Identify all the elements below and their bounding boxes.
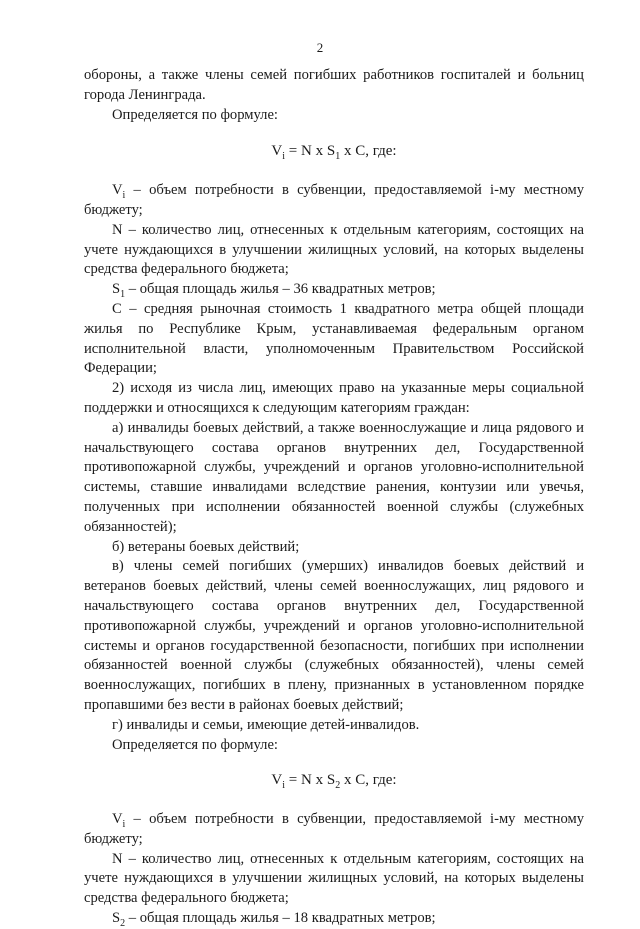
formula bbox=[84, 142, 584, 162]
paragraph: б) ветераны боевых действий; bbox=[112, 538, 300, 555]
paragraph: Определяется по формуле: bbox=[112, 736, 278, 753]
formula-s-sub: 1 bbox=[335, 151, 341, 163]
symbol-sub: i bbox=[122, 819, 126, 830]
definition-v bbox=[84, 810, 584, 850]
document-body bbox=[84, 66, 584, 929]
formula-mid: = N x S bbox=[285, 772, 336, 789]
definition-text: – объем потребности в субвенции, предоставляемой i-му местному бюджету; bbox=[84, 182, 584, 218]
page-number: 2 bbox=[316, 40, 324, 55]
symbol-sub: i bbox=[122, 190, 126, 202]
formula-mid: = N x S bbox=[285, 143, 336, 160]
formula-lhs: V bbox=[271, 772, 283, 789]
paragraph: обороны, а также члены семей погибших работников госпиталей и больниц города Ленинграда. bbox=[84, 67, 584, 103]
symbol: V bbox=[112, 811, 123, 828]
paragraph: г) инвалиды и семьи, имеющие детей-инвалидов. bbox=[112, 716, 420, 733]
paragraph: 2) исходя из числа лиц, имеющих право на указанные меры социальной поддержки и относящихся к следующим категориям граждан: bbox=[84, 380, 584, 416]
definition-s1 bbox=[84, 280, 584, 300]
symbol-sub: 1 bbox=[120, 289, 126, 301]
symbol: V bbox=[112, 182, 123, 199]
formula-rest: x C, где: bbox=[340, 772, 397, 789]
formula-lhs: V bbox=[271, 143, 283, 160]
definition-n: N – количество лиц, отнесенных к отдельным категориям, состоящих на учете нуждающихся в улучшении жилищных условий, на которых выделены средства федерального бюджета; bbox=[84, 850, 584, 907]
paragraph: а) инвалиды боевых действий, а также военнослужащие и лица рядового и начальствующего состава органов внутренних дел, Государственной противопожарной службы, учреждений и органов уголовно-исполнительной системы, ставшие инвалидами вследствие ранения, контузии или увечья, полученных при исполнении обязанностей военной службы (служебных обязанностей); bbox=[84, 419, 584, 535]
formula-rest: x C, где: bbox=[340, 143, 397, 160]
symbol: S bbox=[112, 910, 121, 927]
formula-lhs-sub: i bbox=[282, 780, 286, 792]
symbol: S bbox=[112, 281, 121, 298]
formula-lhs-sub: i bbox=[282, 151, 286, 163]
definition-text: – общая площадь жилья – 36 квадратных метров; bbox=[125, 281, 436, 298]
formula bbox=[84, 771, 584, 791]
definition-text: – объем потребности в субвенции, предоставляемой i-му местному бюджету; bbox=[84, 811, 584, 847]
symbol-sub: 2 bbox=[120, 917, 126, 929]
definition-text: – общая площадь жилья – 18 квадратных метров; bbox=[125, 910, 436, 927]
definition-v bbox=[84, 181, 584, 221]
definition-n: N – количество лиц, отнесенных к отдельным категориям, состоящих на учете нуждающихся в улучшении жилищных условий, на которых выделены средства федерального бюджета; bbox=[84, 221, 584, 278]
paragraph: С – средняя рыночная стоимость 1 квадратного метра общей площади жилья по Республике Крым, устанавливаемая федеральным органом исполнительной власти, уполномоченным Правительством Российской Федерации; bbox=[84, 300, 584, 377]
formula-s-sub: 2 bbox=[335, 780, 341, 792]
definition-s2 bbox=[84, 909, 584, 929]
paragraph: в) члены семей погибших (умерших) инвалидов боевых действий и ветеранов боевых действий, члены семей военнослужащих, лиц рядового и начальствующего состава органов внутренних дел, Государственной противопожарной службы, учреждений и органов уголовно-исполнительной системы и органов государственной безопасности, погибших при исполнении обязанностей военной службы (служебных обязанностей), члены семей военнослужащих, погибших в плену, признанных в установленном порядке пропавшими без вести в районах боевых действий; bbox=[84, 558, 584, 713]
paragraph: Определяется по формуле: bbox=[112, 106, 278, 123]
